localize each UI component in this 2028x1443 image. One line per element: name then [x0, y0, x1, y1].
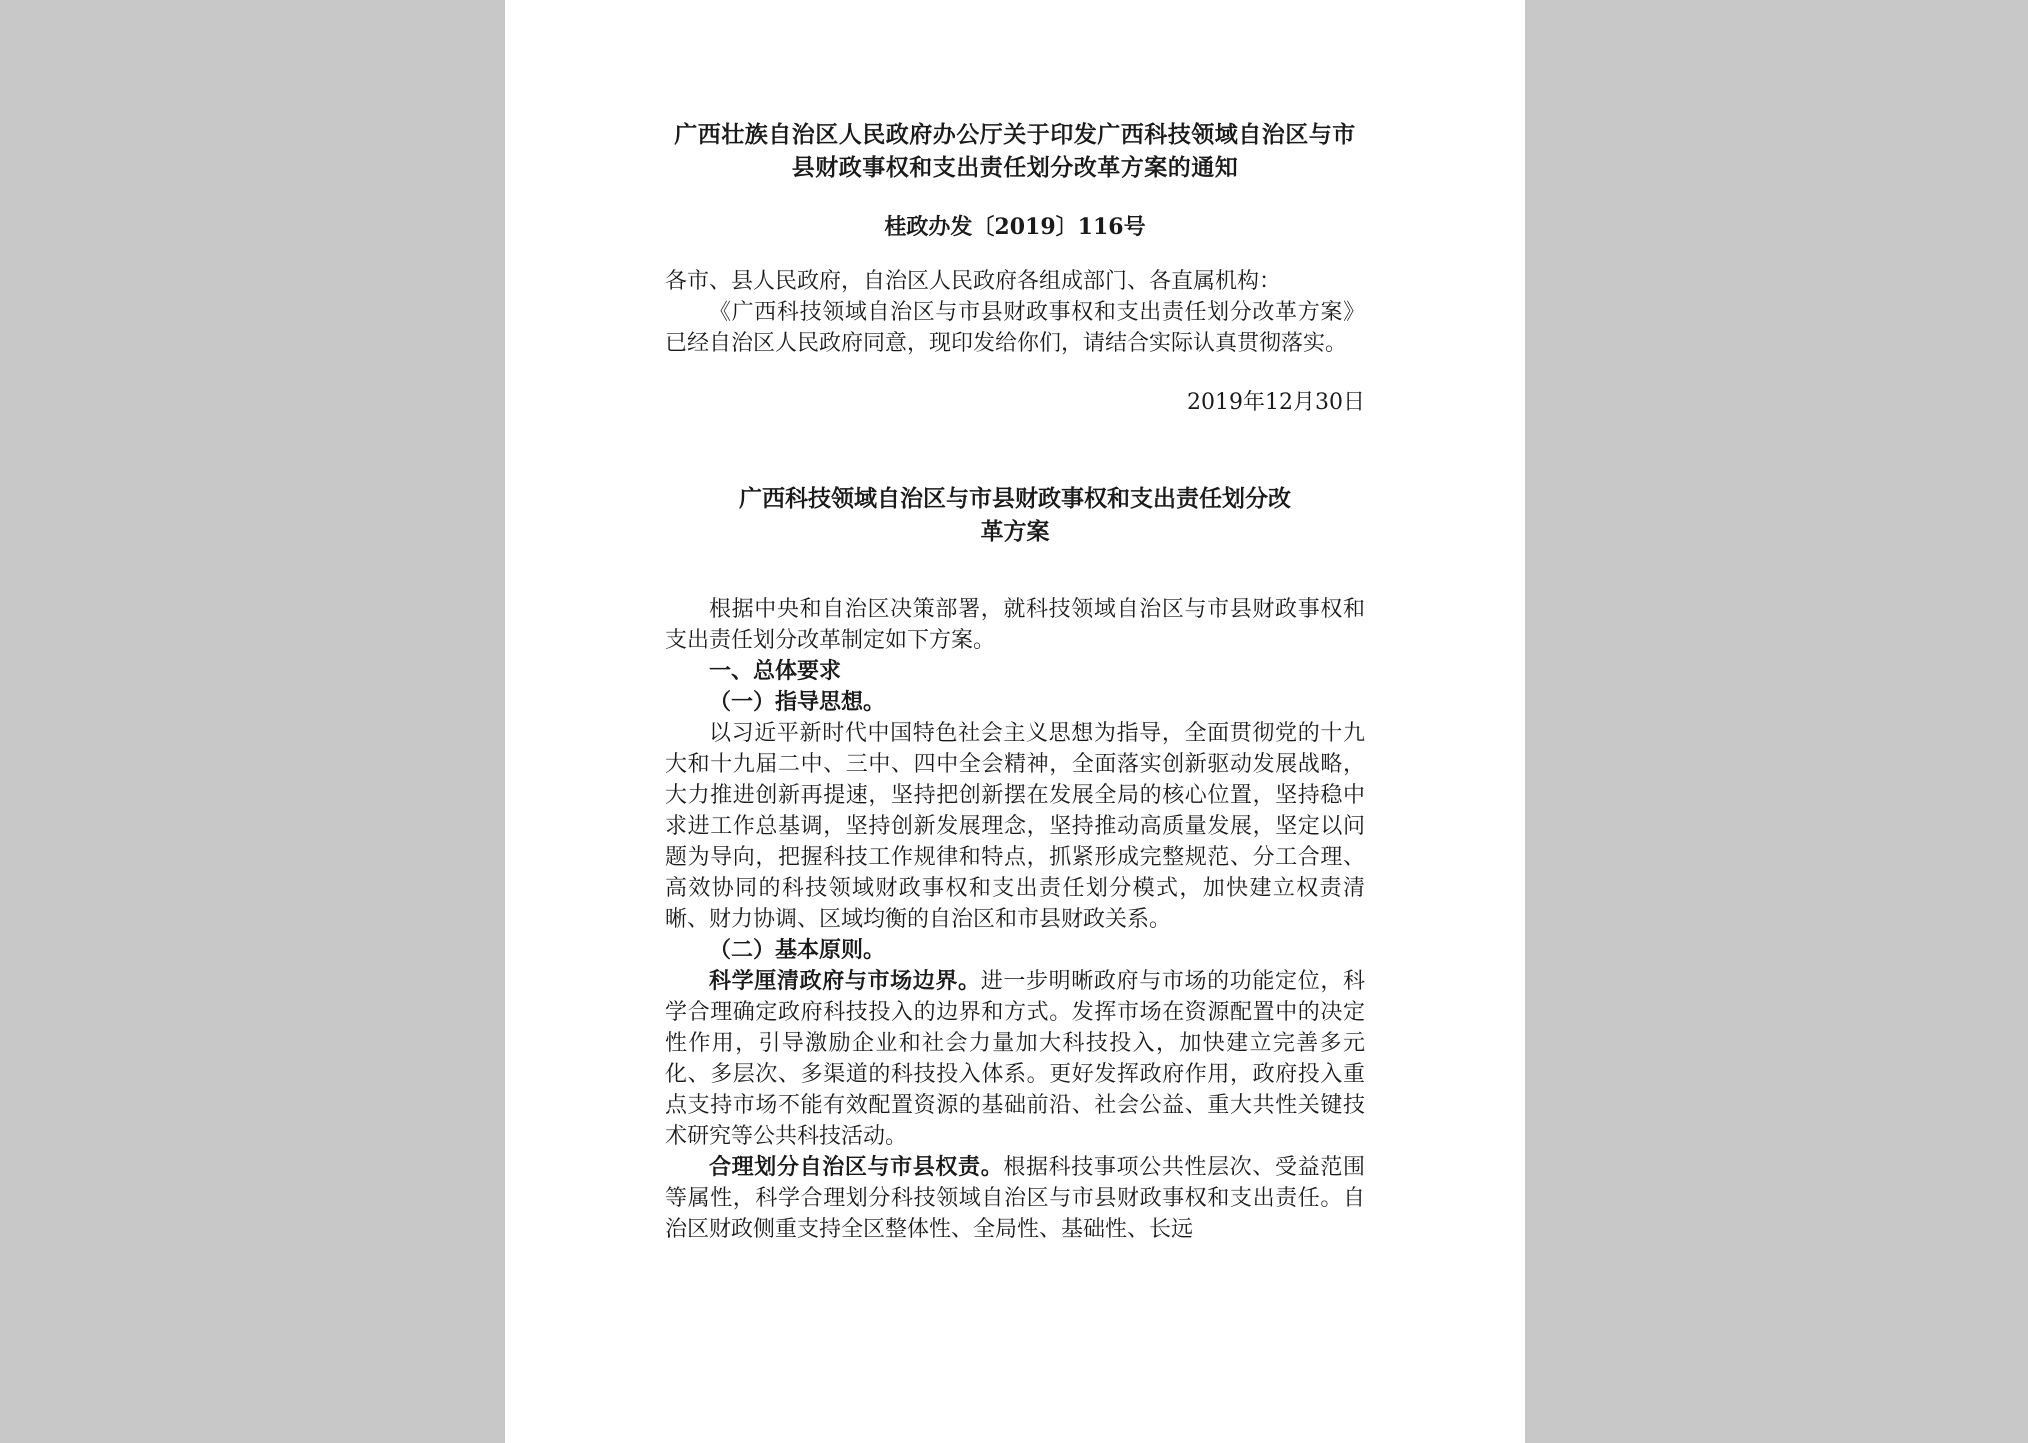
plan-intro: 根据中央和自治区决策部署，就科技领域自治区与市县财政事权和支出责任划分改革制定如下方案。: [665, 597, 1365, 653]
principle-paragraph-2: [665, 1152, 1365, 1245]
document-number: 桂政办发〔2019〕116号: [884, 214, 1146, 240]
guiding-ideology-body: 以习近平新时代中国特色社会主义思想为指导，全面贯彻党的十九大和十九届二中、三中、四中全会精神，全面落实创新驱动发展战略，大力推进创新再提速，坚持把创新摆在发展全局的核心位置，坚持稳中求进工作总基调，坚持创新发展理念，坚持推动高质量发展，坚定以问题为导向，把握科技工作规律和特点，抓紧形成完整规范、分工合理、高效协同的科技领域财政事权和支出责任划分模式，加快建立权责清晰、财力协调、区域均衡的自治区和市县财政关系。: [665, 721, 1365, 932]
notice-title: 广西壮族自治区人民政府办公厅关于印发广西科技领域自治区与市县财政事权和支出责任划分改革方案的通知: [674, 121, 1356, 181]
principle-2-lead: 合理划分自治区与市县权责。: [709, 1154, 1004, 1180]
issue-date: 2019年12月30日: [1187, 390, 1365, 415]
notice-body: 《广西科技领域自治区与市县财政事权和支出责任划分改革方案》已经自治区人民政府同意，现印发给你们，请结合实际认真贯彻落实。: [665, 300, 1365, 356]
plan-title: 广西科技领域自治区与市县财政事权和支出责任划分改革方案: [739, 485, 1291, 545]
subsection-heading-basic-principles: （二）基本原则。: [709, 937, 886, 963]
page-content: [665, 118, 1365, 1245]
principle-1-lead: 科学厘清政府与市场边界。: [709, 968, 981, 994]
principle-2-body: 根据科技事项公共性层次、受益范围等属性，科学合理划分科技领域自治区与市县财政事权和支出责任。自治区财政侧重支持全区整体性、全局性、基础性、长远: [665, 1155, 1365, 1242]
document-page: [505, 0, 1525, 1443]
subsection-heading-guiding-ideology: （一）指导思想。: [709, 689, 886, 715]
principle-paragraph-1: [665, 966, 1365, 1152]
principle-1-body: 进一步明晰政府与市场的功能定位，科学合理确定政府科技投入的边界和方式。发挥市场在资源配置中的决定性作用，引导激励企业和社会力量加大科技投入，加快建立完善多元化、多层次、多渠道的科技投入体系。更好发挥政府作用，政府投入重点支持市场不能有效配置资源的基础前沿、社会公益、重大共性关键技术研究等公共科技活动。: [665, 969, 1365, 1149]
section-heading-general-requirements: 一、总体要求: [709, 658, 842, 684]
addressee: 各市、县人民政府，自治区人民政府各组成部门、各直属机构：: [665, 269, 1282, 294]
